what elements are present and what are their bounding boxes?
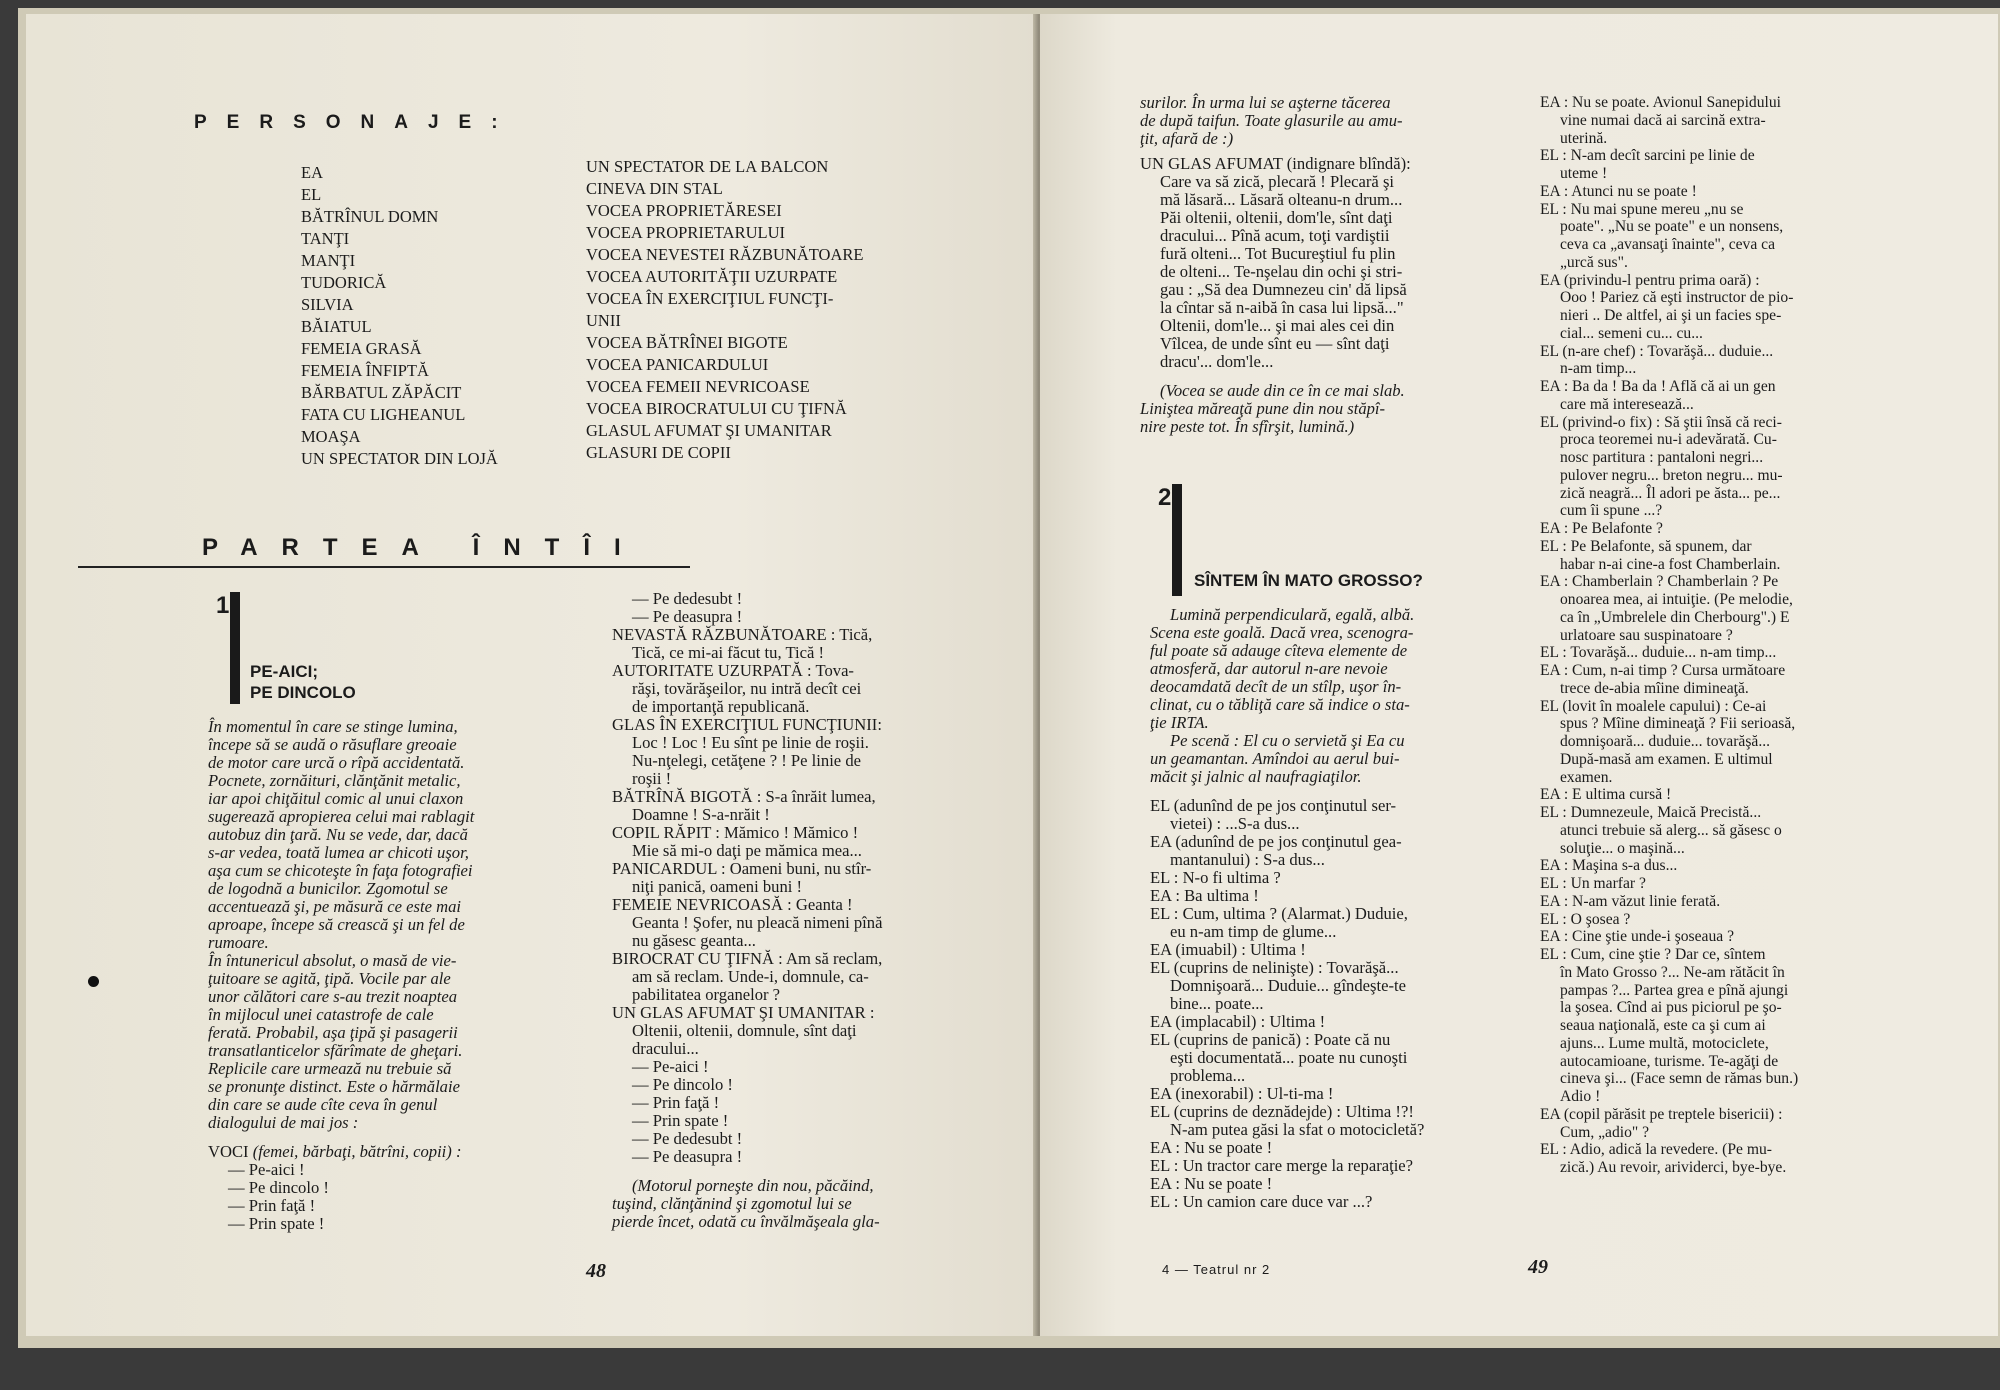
dialog-line: fură olteni... Tot Bucureştiul fu plin [1160,244,1396,263]
cast-item: BĂIATUL [301,317,372,336]
dialog-line: EL : Pe Belafonte, să spunem, dar [1540,537,1752,555]
stage-direction-line: de după taifun. Toate glasurile au amu- [1140,111,1403,130]
stage-direction-line: ful poate să adauge cîteva elemente de [1150,641,1408,660]
dialog-line: Loc ! Loc ! Eu sînt pe linie de roşii. [632,733,869,752]
cast-list-1 [301,162,498,470]
stage-direction-line: Replicile care urmează nu trebuie să [208,1059,452,1078]
dialog-line: urlatoare sau suspinatoare ? [1560,626,1733,644]
dialog-line: habar n-ai cine-a fost Chamberlain. [1560,555,1781,573]
left-column-1 [208,718,568,1233]
dialog-line: soluţie... o maşină... [1560,839,1685,857]
stage-direction-line: autobuz din ţară. Nu se vede, dar, dacă [208,825,468,844]
dialog-line: domnişoară... duduie... tovarăşă... [1560,733,1771,750]
dialog-line: Care va să zică, plecară ! Plecară şi [1160,172,1395,191]
stage-direction-line: Pe scenă : El cu o servietă şi Ea cu [1170,731,1405,750]
dialog-line: gau : „Să dea Dumnezeu cin' dă lipsă [1160,280,1407,299]
dialog-line: — Pe dedesubt ! [632,589,743,608]
dialog-line: Ooo ! Pariez că eşti instructor de pio- [1560,289,1794,307]
dialog-line: ajuns... Lume multă, motociclete, [1560,1034,1769,1052]
dialog-line: bine... poate... [1170,994,1264,1013]
dialog-line: zică neagră... Îl adori pe ăsta... pe... [1560,484,1781,502]
dialog-line: EL : Cum, ultima ? (Alarmat.) Duduie, [1150,904,1408,923]
section-bar [1172,484,1182,596]
dialog-line: EL (cuprins de panică) : Poate că nu [1150,1030,1391,1049]
dialog-line: Vîlcea, de unde sînt eu — sînt daţi [1160,334,1390,353]
dialog-line: EL : Nu mai spune mereu „nu se [1540,200,1744,218]
dialog-line: pulover negru... breton negru... mu- [1560,466,1783,484]
stage-direction-line: Liniştea măreaţă pune din nou stăpî- [1140,399,1386,418]
dialog-line: în Mato Grosso ?... Ne-am rătăcit în [1560,963,1785,981]
dialog-line: dracu'... dom'le... [1160,352,1274,371]
dialog-line: ceva ca „avansaţi înainte", ceva ca [1560,236,1776,253]
cast-item: BĂRBATUL ZĂPĂCIT [301,383,462,402]
stage-direction-line: ţie IRTA. [1150,713,1209,732]
section-title-line: PE DINCOLO [250,683,356,702]
dialog-line: eşti documentată... poate nu cunoşti [1170,1048,1408,1067]
right-column-1b [1150,606,1520,1211]
stage-direction-line: atmosferă, dar autorul n-are nevoie [1150,659,1388,678]
dialog-line: onoarea mea, ai intuiţie. (Pe melodie, [1560,591,1793,608]
dialog-line: EA : Pe Belafonte ? [1540,520,1663,537]
section-bar [230,592,240,704]
cast-item: MOAŞA [301,427,361,446]
dialog-line: Geanta ! Şofer, nu pleacă nimeni pînă [632,913,883,932]
section-title [250,661,356,703]
cast-item: BĂTRÎNUL DOMN [301,207,439,226]
dialog-line: EL (adunînd de pe jos conţinutul ser- [1150,796,1397,815]
cast-item: TANŢI [301,229,350,248]
stage-direction-line: începe să se audă o răsuflare greoaie [208,735,457,754]
dialog-line: vietei) : ...S-a dus... [1170,814,1300,833]
cast-item: VOCEA PROPRIETĂRESEI [586,201,782,220]
cast-item: VOCEA BIROCRATULUI CU ŢIFNĂ [586,399,847,418]
dialog-line: — Pe-aici ! [228,1160,305,1179]
section-title: SÎNTEM ÎN MATO GROSSO? [1194,571,1423,590]
cast-item: GLASUL AFUMAT ŞI UMANITAR [586,421,832,440]
dialog-line: — Prin spate ! [228,1214,325,1233]
stage-direction-line: iar apoi chiţăitul comic al unui claxon [208,789,464,808]
cast-item: UN SPECTATOR DIN LOJĂ [301,449,498,468]
stage-direction-line: (Motorul porneşte din nou, păcăind, [632,1176,874,1195]
dialog-line: poate". „Nu se poate" e un nonsens, [1560,218,1784,236]
cast-item: FEMEIA ÎNFIPTĂ [301,361,429,380]
dialog-line: EL : N-am decît sarcini pe linie de [1540,147,1755,165]
dialog-line: răşi, tovărăşeilor, nu intră decît cei [632,679,862,698]
dialog-line: EL : Cum, cine ştie ? Dar ce, sîntem [1540,946,1766,963]
dialog-line: NEVASTĂ RĂZBUNĂTOARE : Tică, [612,625,873,644]
dialog-line: vine numai dacă ai sarcină extra- [1560,111,1766,129]
stage-direction-line: ţuitoare se agită, ţipă. Vocile par ale [208,969,451,988]
dialog-line: — Pe deasupra ! [632,1147,743,1166]
cast-item: VOCEA ÎN EXERCIŢIUL FUNCŢI- [586,289,834,308]
dialog-line: EA : N-am văzut linie ferată. [1540,892,1721,910]
dialog-line: la cîntar să n-aibă în casa lui lipsă..." [1160,298,1404,317]
cast-item: UN SPECTATOR DE LA BALCON [586,157,829,176]
cast-heading: PERSONAJE: [194,112,518,133]
dialog-line: EL : Adio, adică la revedere. (Pe mu- [1540,1141,1772,1159]
dialog-line: EL : Dumnezeule, Maică Precistă... [1540,804,1762,821]
dialog-line: — Prin faţă ! [228,1196,316,1215]
dialog-line: Adio ! [1560,1088,1601,1105]
cast-item: UNII [586,311,621,330]
dialog-line: pabilitatea organelor ? [632,985,781,1004]
dialog-line: problema... [1170,1066,1246,1085]
dialog-line: — Prin spate ! [632,1111,729,1130]
dialog-line: zică.) Au revoir, arividerci, bye-bye. [1560,1159,1787,1176]
margin-dot [88,976,99,987]
cast-item: GLASURI DE COPII [586,443,731,462]
dialog-line: atunci trebuie să alerg... să găsesc o [1560,821,1782,839]
cast-item: VOCEA PROPRIETARULUI [586,223,785,242]
dialog-line: pampas ?... Partea grea e pînă ajungi [1560,981,1789,999]
right-column-2 [1540,94,1980,1177]
dialog-line: trece de-abia mîine dimineaţă. [1560,679,1749,697]
dialog-line: EL : Tovarăşă... duduie... n-am timp... [1540,644,1777,662]
dialog-line: „urcă sus". [1560,253,1628,271]
stage-direction-line: dialogului de mai jos : [208,1113,359,1132]
dialog-line: Tică, ce mi-ai făcut tu, Tică ! [632,643,825,662]
dialog-line: dracului... [632,1039,699,1058]
dialog-line: EA : E ultima cursă ! [1540,786,1672,804]
stage-direction-line: s-ar vedea, toată lumea ar chicoti uşor, [208,843,469,862]
stage-direction-line: În momentul în care se stinge lumina, [208,717,458,736]
cast-item: VOCEA AUTORITĂŢII UZURPATE [586,267,838,286]
dialog-line: Domnişoară... Duduie... gîndeşte-te [1170,976,1406,995]
dialog-line: UN GLAS AFUMAT ŞI UMANITAR : [612,1003,875,1022]
dialog-line: EL (cuprins de nelinişte) : Tovarăşă... [1150,958,1399,977]
dialog-line: N-am putea găsi la sfat o motocicletă? [1170,1120,1425,1139]
dialog-line: EA : Atunci nu se poate ! [1540,182,1697,200]
dialog-line: de olteni... Te-nşelau din ochi şi stri- [1160,262,1403,281]
stage-direction-line: măcit şi jalnic al naufragiaţilor. [1150,767,1362,786]
dialog-line: BIROCRAT CU ŢIFNĂ : Am să reclam, [612,949,883,968]
stage-direction-line: de logodnă a bunicilor. Zgomotul se [208,879,448,898]
dialog-line: dracului... Pînă acum, toţi vardiştii [1160,226,1390,245]
dialog-line: nieri .. De altfel, ai şi un facies spe- [1560,307,1782,324]
dialog-line: EA (implacabil) : Ultima ! [1150,1012,1326,1031]
dialog-line: EA (privindu-l pentru prima oară) : [1540,271,1760,289]
dialog-line: EA : Ba ultima ! [1150,886,1259,905]
dialog-line: EA : Maşina s-a dus... [1540,857,1678,875]
dialog-line: EA : Chamberlain ? Chamberlain ? Pe [1540,573,1779,591]
cast-item: VOCEA PANICARDULUI [586,355,769,374]
dialog-line: ca în „Umbrelele din Cherbourg".) E [1560,608,1790,626]
stage-direction-line: ţit, afară de :) [1140,129,1234,148]
dialog-line: — Pe dedesubt ! [632,1129,743,1148]
left-column-2 [612,590,982,1231]
part-heading: PARTEA ÎNTÎI [202,534,645,561]
dialog-line: EL : O şosea ? [1540,910,1631,928]
dialog-line: Oltenii, dom'le... şi mai ales cei din [1160,316,1395,335]
dialog-line: EL (privind-o fix) : Să ştii însă că reci- [1540,413,1782,431]
stage-direction-line: aproape, începe să crească şi un fel de [208,915,465,934]
stage-direction-line: ferată. Probabil, aşa ţipă şi pasagerii [208,1023,458,1042]
dialog-line: Mie să mi-o daţi pe mămica mea... [632,841,862,860]
dialog-line: EA (inexorabil) : Ul-ti-ma ! [1150,1084,1334,1103]
dialog-line: EA : Cum, n-ai timp ? Cursa următoare [1540,662,1786,679]
dialog-line: Cum, „adio" ? [1560,1123,1650,1141]
cast-item: EA [301,163,323,182]
stage-direction-line: Scena este goală. Dacă vrea, scenogra- [1150,623,1414,642]
dialog-line: COPIL RĂPIT : Mămico ! Mămico ! [612,823,859,842]
stage-direction-line: rumoare. [208,933,269,952]
dialog-line: EL : Un tractor care merge la reparaţie? [1150,1156,1414,1175]
dialog-line: seaua naţională, este ca şi cum ai [1560,1017,1766,1034]
dialog-line: cum îi spune ...? [1560,502,1663,520]
dialog-line: Oltenii, oltenii, domnule, sînt daţi [632,1021,857,1040]
stage-direction-line: În întunericul absolut, o masă de vie- [208,951,457,970]
stage-direction-line: tuşind, clănţănind şi zgomotul lui se [612,1194,852,1213]
cast-item: EL [301,185,322,204]
dialog-line: PANICARDUL : Oameni buni, nu stîr- [612,859,872,878]
dialog-line: EL : Un camion care duce var ...? [1150,1192,1373,1211]
dialog-line: de importanţă republicană. [632,697,810,716]
heading-rule [78,566,690,568]
cast-item: VOCEA BĂTRÎNEI BIGOTE [586,333,788,352]
dialog-line: — Prin faţă ! [632,1093,720,1112]
dialog-line: uteme ! [1560,165,1608,182]
stage-direction-line: deocamdată decît de un stîlp, uşor în- [1150,677,1402,696]
right-column-1 [1140,94,1520,436]
dialog-line: cial... semeni cu... cu... [1560,324,1703,342]
voci-line [208,1143,568,1161]
dialog-line: mă lăsară... Lăsară olteanu-n drum... [1160,190,1403,209]
dialog-line: FEMEIE NEVRICOASĂ : Geanta ! [612,895,853,914]
dialog-line: — Pe dincolo ! [632,1075,733,1094]
dialog-line: EL (cuprins de deznădejde) : Ultima !?! [1150,1102,1414,1121]
section-number: 1 [216,592,230,619]
dialog-line: GLAS ÎN EXERCIŢIUL FUNCŢIUNII: [612,715,882,734]
dialog-line: Nu-nţelegi, cetăţene ? ! Pe linie de [632,751,861,770]
dialog-line: EA (copil părăsit pe treptele bisericii) : [1540,1105,1783,1123]
stage-direction-line: în mijlocul unei catastrofe de cale [208,1005,434,1024]
dialog-line: După-masă am examen. E ultimul [1560,750,1773,768]
dialog-line: care mă interesează... [1560,395,1694,413]
cast-item: VOCEA NEVESTEI RĂZBUNĂTOARE [586,245,864,264]
page-number: 49 [1528,1256,1548,1278]
dialog-line: EA : Nu se poate ! [1150,1174,1273,1193]
cast-item: CINEVA DIN STAL [586,179,723,198]
dialog-line: nu găsesc geanta... [632,931,756,950]
stage-direction-line: transatlanticelor sfărîmate de gheţari. [208,1041,463,1060]
dialog-line: mantanului) : S-a dus... [1170,850,1325,869]
dialog-line: spus ? Mîine dimineaţă ? Fii serioasă, [1560,715,1796,733]
cast-item: VOCEA FEMEII NEVRICOASE [586,377,810,396]
dialog-line: la şosea. Cînd ai pus piciorul pe şo- [1560,999,1782,1017]
dialog-line: autocamioane, turisme. Te-agăţi de [1560,1052,1779,1070]
dialog-line: niţi panică, oameni buni ! [632,877,803,896]
cast-item: FATA CU LIGHEANUL [301,405,466,424]
stage-direction-line: Lumină perpendiculară, egală, albă. [1170,605,1415,624]
stage-direction-line: unor călători care s-au trezit noaptea [208,987,458,1006]
stage-direction-line: accentuează şi, pe măsură ce este mai [208,897,461,916]
speaker-label: VOCI [208,1142,249,1161]
right-page [1040,14,1998,1336]
cast-item: TUDORICĂ [301,273,387,292]
cast-item: SILVIA [301,295,354,314]
stage-direction-line: un geamantan. Amîndoi au aerul bui- [1150,749,1400,768]
dialog-line: EA : Nu se poate. Avionul Sanepidului [1540,94,1781,111]
dialog-line: EA (adunînd de pe jos conţinutul gea- [1150,832,1402,851]
dialog-line: EA : Cine ştie unde-i şoseaua ? [1540,928,1735,946]
dialog-line: am să reclam. Unde-i, domnule, ca- [632,967,869,986]
dialog-line: — Pe-aici ! [632,1057,709,1076]
stage-direction-line: se pronunţe distinct. Este o hărmălaie [208,1077,460,1096]
dialog-line: Doamne ! S-a-nrăit ! [632,805,770,824]
stage-direction-line: sugerează apropierea celui mai rablagit [208,807,475,826]
dialog-line: — Pe dincolo ! [228,1178,329,1197]
dialog-line: proca teoremei nu-i adevărată. Cu- [1560,431,1777,449]
dialog-line: EA : Ba da ! Ba da ! Află că ai un gen [1540,378,1776,395]
stage-direction-line: surilor. În urma lui se aşterne tăcerea [1140,93,1391,112]
dialog-line: EA : Nu se poate ! [1150,1138,1273,1157]
dialog-line: BĂTRÎNĂ BIGOTĂ : S-a înrăit lumea, [612,787,876,806]
dialog-line: EL (n-are chef) : Tovarăşă... duduie... [1540,342,1774,360]
dialog-line: examen. [1560,768,1613,786]
dialog-line: uterină. [1560,129,1608,147]
book-spread [18,8,2000,1348]
stage-direction-line: Pocnete, zornăituri, clănţănit metalic, [208,771,461,790]
stage-direction-line: (Vocea se aude din ce în ce mai slab. [1160,381,1405,400]
dialog-line: EL (lovit în moalele capului) : Ce-ai [1540,697,1767,715]
dialog-line: EA (imuabil) : Ultima ! [1150,940,1306,959]
stage-direction-line: din care se aude cîte ceva în genul [208,1095,438,1114]
stage-direction-line: pierde încet, odată cu învălmăşeala gla- [612,1212,880,1231]
dialog-line: n-am timp... [1560,360,1637,378]
left-page [26,14,1036,1336]
section-number: 2 [1158,484,1172,511]
stage-direction-line: de motor care urcă o rîpă accidentată. [208,753,465,772]
dialog-line: UN GLAS AFUMAT (indignare blîndă): [1140,154,1411,173]
speaker-direction: (femei, bărbaţi, bătrîni, copii) : [252,1142,462,1161]
dialog-line: EL : Un marfar ? [1540,875,1646,892]
cast-item: FEMEIA GRASĂ [301,339,422,358]
page-footer: 4 — Teatrul nr 2 [1162,1262,1271,1277]
dialog-line: Păi oltenii, oltenii, dom'le, sînt daţi [1160,208,1393,227]
stage-direction-line: aşa cum se chicoteşte în faţa fotografiei [208,861,473,880]
page-number: 48 [586,1260,606,1282]
dialog-line: — Pe deasupra ! [632,607,743,626]
dialog-line: EL : N-o fi ultima ? [1150,868,1281,887]
dialog-line: eu n-am timp de glume... [1170,922,1337,941]
dialog-line: cineva şi... (Face semn de rămas bun.) [1560,1070,1799,1088]
stage-direction-line: clinat, cu o tăbliţă care să indice o sta- [1150,695,1410,714]
dialog-line: roşii ! [632,769,672,788]
dialog-line: AUTORITATE UZURPATĂ : Tova- [612,661,854,680]
section-title-line: PE-AICI; [250,662,318,681]
cast-item: MANŢI [301,251,356,270]
dialog-line: nosc partitura : pantaloni negri... [1560,449,1764,466]
stage-direction-line: nire peste tot. În sfîrşit, lumină.) [1140,417,1355,436]
cast-list-2 [586,156,863,464]
